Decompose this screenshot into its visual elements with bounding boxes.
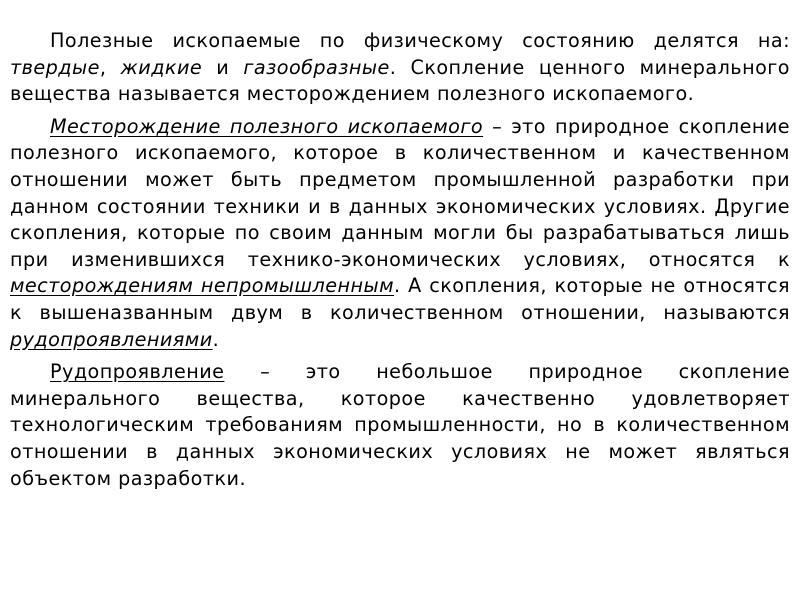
term-gaseous: газообразные bbox=[243, 55, 390, 79]
term-solid: твердые bbox=[10, 55, 100, 79]
text-segment: . Скопление ценного минерального вещества называется месторождением полезного ископаемого. bbox=[10, 55, 790, 106]
text-segment: , bbox=[99, 55, 121, 79]
term-liquid: жидкие bbox=[120, 55, 203, 79]
term-ore-occurrence: Рудопроявление bbox=[50, 360, 225, 384]
text-segment: Полезные ископаемые по физическому состоянию делятся на: bbox=[50, 29, 790, 52]
paragraph-ore-occurrence-definition bbox=[10, 359, 790, 492]
paragraph-deposit-definition bbox=[10, 114, 790, 353]
term-mineral-deposit: Месторождение полезного ископаемого bbox=[50, 114, 484, 138]
text-segment: . bbox=[212, 327, 220, 351]
term-ore-occurrences: рудопроявлениями bbox=[10, 327, 213, 351]
paragraph-mineral-states bbox=[10, 28, 790, 108]
text-segment: и bbox=[202, 55, 244, 79]
term-nonindustrial-deposits: месторождениям непромышленным bbox=[10, 274, 394, 298]
text-segment: – это небольшое природное скопление минерального вещества, которое качественно удовлетворяет технологическим требованиям промышленности, но в количественном отношении в данных экономических условиях не может являться объектом разработки. bbox=[10, 360, 790, 490]
text-segment: – это природное скопление полезного ископаемого, которое в количественном и качественном отношении может быть предметом промышленной разработки при данном состоянии техники и в данных экономических условиях. Другие скопления, которые по своим данным могли бы разрабатываться лишь при изменившихся технико-экономических условиях, относятся к bbox=[10, 114, 790, 271]
slide-text-body bbox=[10, 28, 790, 498]
text-segment: . А скопления, которые не относятся к вышеназванным двум в количественном отношении, называются bbox=[10, 274, 790, 324]
